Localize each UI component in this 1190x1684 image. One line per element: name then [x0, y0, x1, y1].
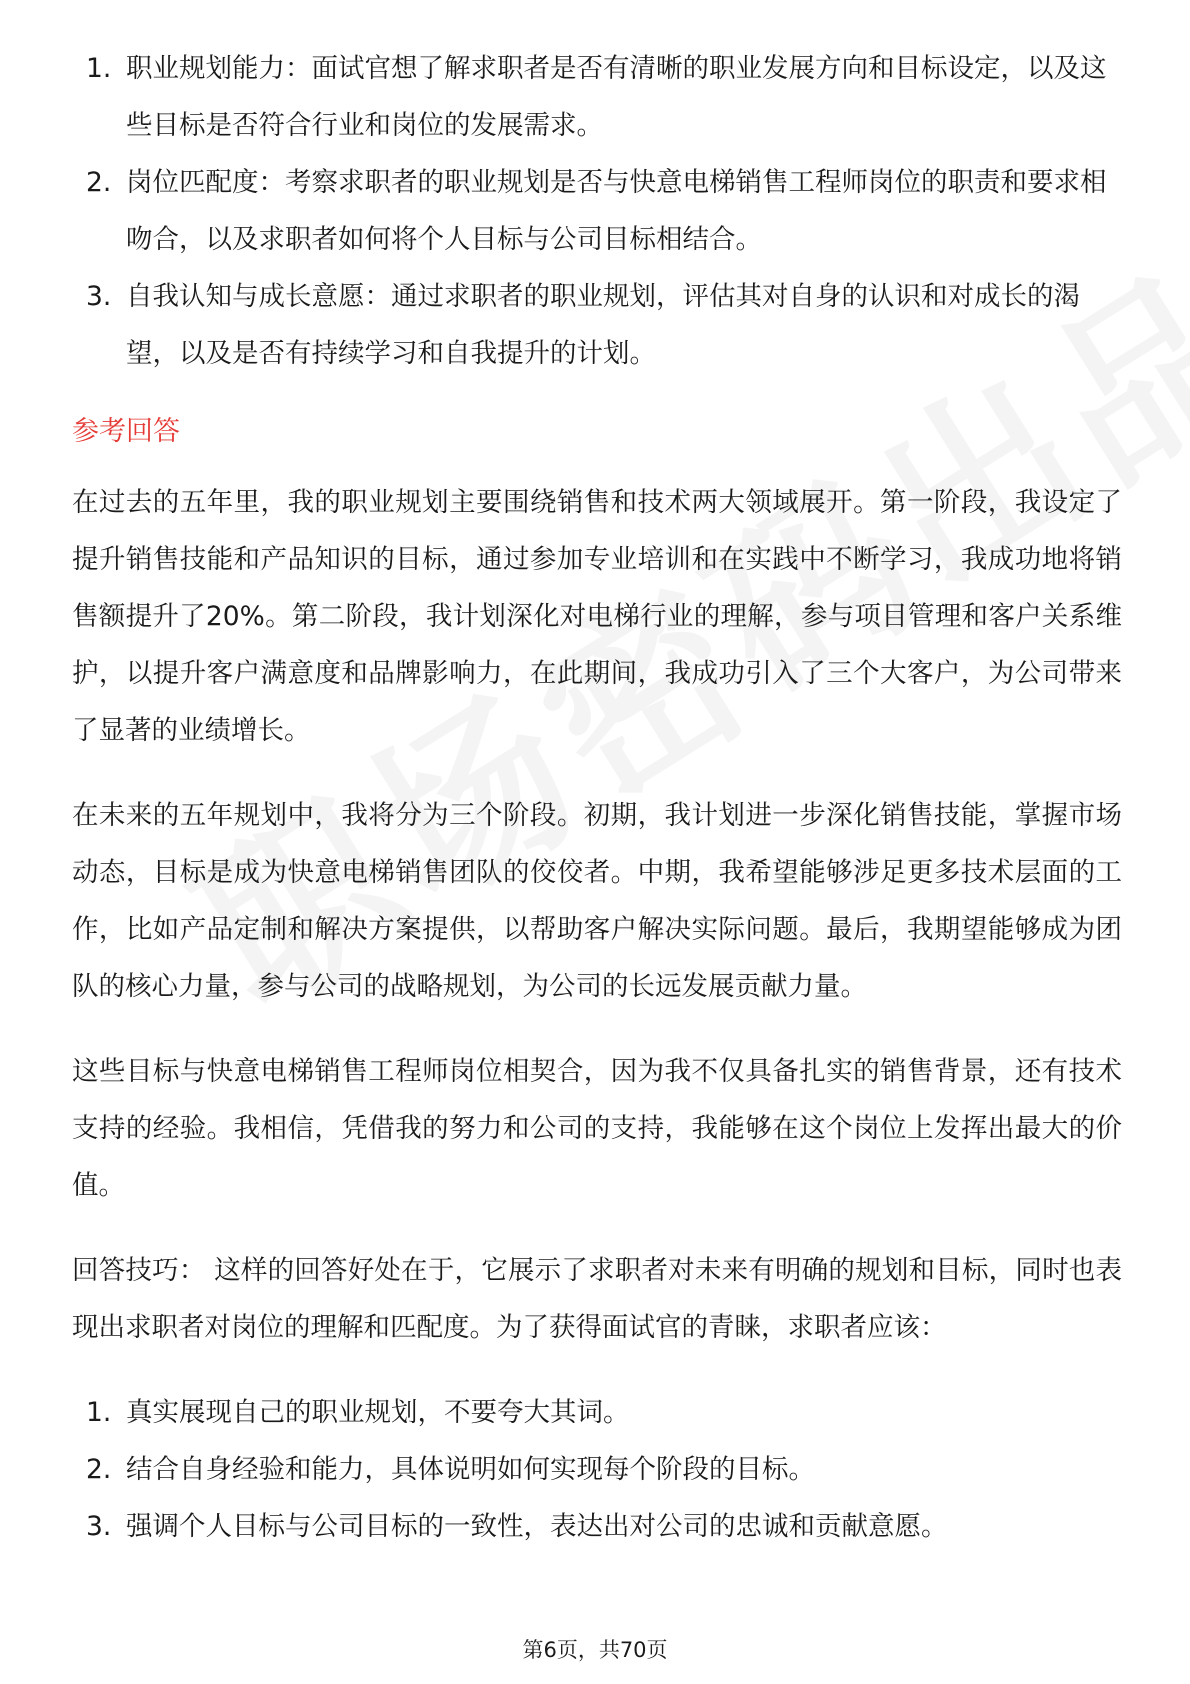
page-footer: 第6页，共70页 — [522, 1638, 668, 1662]
list-number: 1. — [86, 1397, 112, 1428]
list-item — [72, 1441, 1122, 1498]
answer-tips-paragraph: 回答技巧： 这样的回答好处在于，它展示了求职者对未来有明确的规划和目标，同时也表现出求职者对岗位的理解和匹配度。为了获得面试官的青睐，求职者应该： — [72, 1255, 1122, 1343]
list-item — [72, 1384, 1122, 1441]
list-item — [72, 40, 1122, 154]
list-number: 1. — [86, 53, 112, 84]
list-number: 3. — [86, 1511, 112, 1542]
answer-paragraph: 这些目标与快意电梯销售工程师岗位相契合，因为我不仅具备扎实的销售背景，还有技术支持的经验。我相信，凭借我的努力和公司的支持，我能够在这个岗位上发挥出最大的价值。 — [72, 1056, 1122, 1201]
answer-paragraph: 在过去的五年里，我的职业规划主要围绕销售和技术两大领域展开。第一阶段，我设定了提升销售技能和产品知识的目标，通过参加专业培训和在实践中不断学习，我成功地将销售额提升了20%。第二阶段，我计划深化对电梯行业的理解，参与项目管理和客户关系维护，以提升客户满意度和品牌影响力，在此期间，我成功引入了三个大客户，为公司带来了显著的业绩增长。 — [72, 487, 1122, 746]
list-number: 2. — [86, 167, 112, 198]
list-text: 自我认知与成长意愿：通过求职者的职业规划，评估其对自身的认识和对成长的渴望，以及是否有持续学习和自我提升的计划。 — [126, 281, 1080, 369]
document-page — [72, 40, 1122, 1555]
list-number: 2. — [86, 1454, 112, 1485]
tips-list — [72, 1384, 1122, 1555]
list-item — [72, 268, 1122, 382]
list-item — [72, 154, 1122, 268]
list-item — [72, 1498, 1122, 1555]
list-text: 强调个人目标与公司目标的一致性，表达出对公司的忠诚和贡献意愿。 — [126, 1511, 948, 1542]
list-number: 3. — [86, 281, 112, 312]
list-text: 职业规划能力：面试官想了解求职者是否有清晰的职业发展方向和目标设定，以及这些目标是否符合行业和岗位的发展需求。 — [126, 53, 1107, 141]
section-heading-reference-answer: 参考回答 — [72, 416, 180, 447]
interviewer-focus-list — [72, 40, 1122, 382]
list-text: 真实展现自己的职业规划，不要夸大其词。 — [126, 1397, 630, 1428]
answer-paragraph: 在未来的五年规划中，我将分为三个阶段。初期，我计划进一步深化销售技能，掌握市场动态，目标是成为快意电梯销售团队的佼佼者。中期，我希望能够涉足更多技术层面的工作，比如产品定制和解决方案提供，以帮助客户解决实际问题。最后，我期望能够成为团队的核心力量，参与公司的战略规划，为公司的长远发展贡献力量。 — [72, 800, 1122, 1002]
list-text: 结合自身经验和能力，具体说明如何实现每个阶段的目标。 — [126, 1454, 815, 1485]
list-text: 岗位匹配度：考察求职者的职业规划是否与快意电梯销售工程师岗位的职责和要求相吻合，以及求职者如何将个人目标与公司目标相结合。 — [126, 167, 1107, 255]
